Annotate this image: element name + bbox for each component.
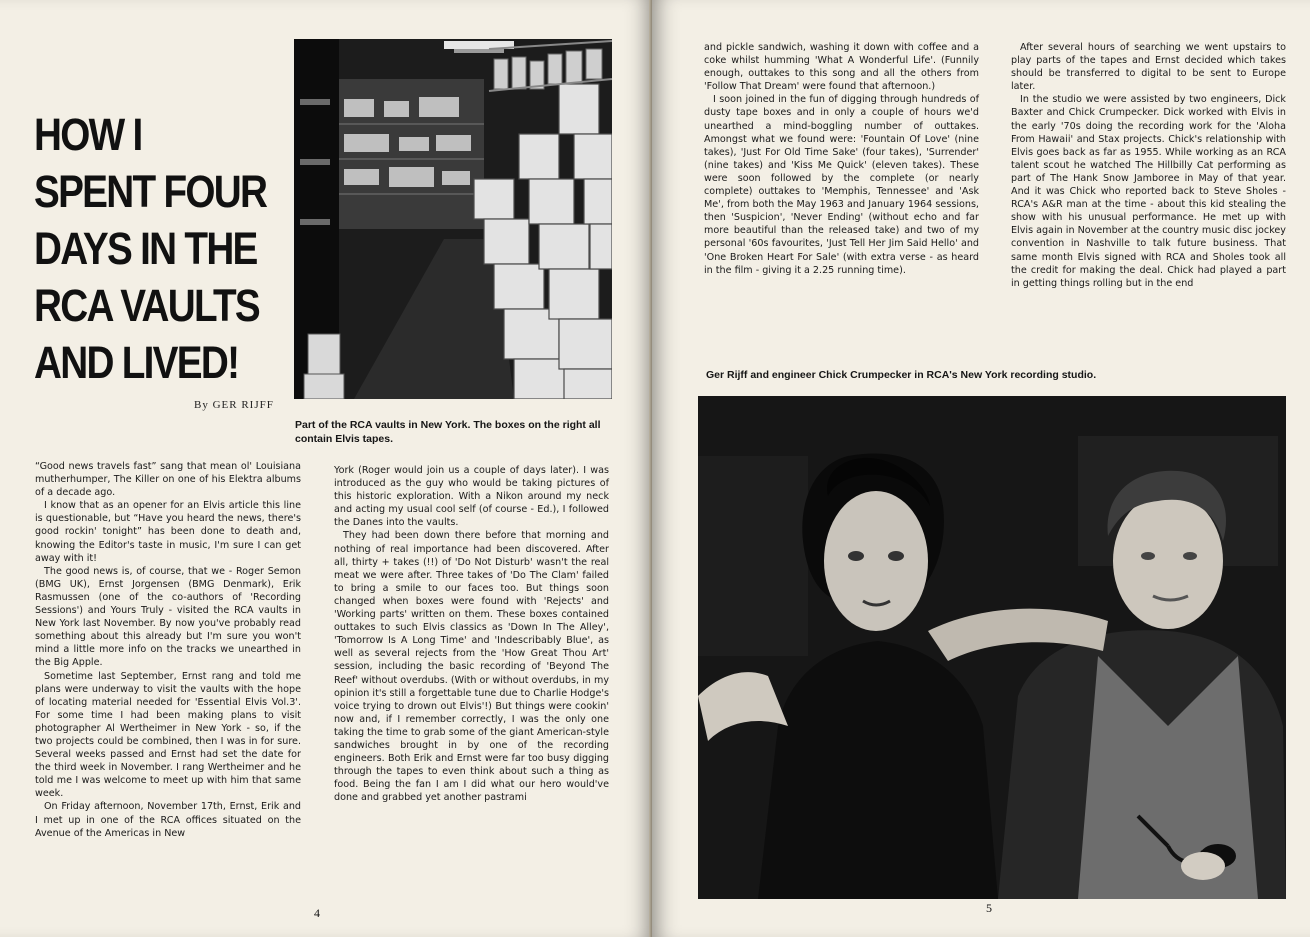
headline-line-3: DAYS IN THE — [34, 223, 257, 274]
left-page-column-2 — [334, 464, 609, 804]
right-page-column-2 — [1011, 41, 1286, 290]
headline-line-4: RCA VAULTS — [34, 280, 260, 331]
headline-line-2: SPENT FOUR — [34, 166, 267, 217]
paragraph: I know that as an opener for an Elvis article this line is questionable, but “Have you heard the news, there's good rockin' tonight” has been done to death and, knowing the Editor's taste in music, I'm sure I can get away with it! — [35, 500, 301, 564]
page-number-left: 4 — [314, 906, 320, 920]
paragraph: They had been down there before that morning and nothing of real importance had been discovered. After all, thirty + takes (!!) of 'Do Not Disturb' wasn't the real meat we were after. Three takes of 'Do The Clam' failed to bring a smile to our faces too. But things soon changed when boxes were found with 'Rejects' and 'Working parts' written on them. These boxes contained outtakes to such Elvis classics as 'Down In The Alley', 'Tomorrow Is A Long Time' and 'Indescribably Blue', as well as several rejects from the 'How Great Thou Art' session, including the basic recording of 'Beyond The Reef' without overdubs. (With or without overdubs, in my opinion it's still a forgettable tune due to Charlie Hodge's voice trying to drown out Elvis'!) But things were cookin' now and, if I remember correctly, I was the only one taking the time to grab some of the giant American-style sandwiches brought in by one of the recording engineers. Both Erik and Ernst were far too busy digging through the tapes to even think about such a thing as food. Being the fan I am I did what our hero would've done and grabbed yet another pastrami — [334, 530, 609, 804]
page-right — [652, 0, 1310, 937]
paragraph: I soon joined in the fun of digging through hundreds of dusty tape boxes and in only a couple of hours we'd unearthed a mind-boggling number of outtakes. Amongst what we found were: 'Fountain Of Love' (nine takes), 'Just For Old Time Sake' (four takes), 'Surrender' (nine takes) and 'Kiss Me Quick' (eleven takes). These were soon followed by the complete (or nearly complete) outtakes to 'Memphis, Tennessee' and 'Ask Me', from both the May 1963 and January 1964 sessions, then 'Suspicion', 'Never Ending' (without echo and far more beautiful than the released take) and two of my personal '60s favourites, 'Just Tell Her Jim Said Hello' and 'One Broken Heart For Sale' (with extra verse - as heard in the film - giving it a 2.25 running time). — [704, 94, 979, 276]
page-number-right: 5 — [986, 901, 992, 915]
paragraph: York (Roger would join us a couple of days later). I was introduced as the guy who would be taking pictures of this historic exploration. With a Nikon around my neck and acting my usual cool self (of course - Ed.), I followed the Danes into the vaults. — [334, 465, 609, 529]
studio-photo-illustration — [698, 396, 1286, 899]
paragraph: On Friday afternoon, November 17th, Ernst, Erik and I met up in one of the RCA offices situated on the Avenue of the Americas in New — [35, 801, 301, 839]
paragraph: After several hours of searching we went upstairs to play parts of the tapes and Ernst decided which takes should be transferred to digital to be sent to Europe later. — [1011, 42, 1286, 93]
paragraph: “Good news travels fast” sang that mean ol' Louisiana mutherhumper, The Killer on one of his Elektra albums of a decade ago. — [35, 461, 301, 499]
left-page-column-1 — [35, 460, 301, 840]
studio-photo — [698, 396, 1286, 899]
paragraph: In the studio we were assisted by two engineers, Dick Baxter and Chick Crumpecker. Dick worked with Elvis in the early '70s doing the recording work for the 'Aloha From Hawaii' and Stax projects. Chick's relationship with Elvis goes back as far as 1955. While working as an RCA talent scout he watched The Hillbilly Cat performing as part of The Hank Snow Jamboree in May of that year. And it was Chick who reported back to Steve Sholes - RCA's A&R man at the time - about this kid stealing the show with his unusual performance. He met up with Elvis again in November at the country music disc jockey convention in Nashville to talk future business. That same month Elvis signed with RCA and Sholes took all the credit for making the deal. Chick had played a part in getting things rolling but in the end — [1011, 94, 1286, 289]
paragraph: The good news is, of course, that we - Roger Semon (BMG UK), Ernst Jorgensen (BMG Denmark), Erik Rasmussen (one of the co-authors of 'Recording Sessions') and Yours Truly - visited the RCA vaults in New York last November. By now you've probably read something about this already but I'm sure you won't mind a little more info on the tracks we unearthed in the Big Apple. — [35, 565, 301, 669]
paragraph: Sometime last September, Ernst rang and told me plans were underway to visit the vaults with the hope of locating material needed for 'Essential Elvis Vol.3'. For some time I had been making plans to visit photographer Al Wertheimer in New York - so, if the two projects could be combined, then I was in for sure. Several weeks passed and Ernst had set the date for the third week in November. I rang Wertheimer and he told me I was welcome to meet up with him that same week. — [35, 670, 301, 800]
headline-line-1: HOW I — [34, 109, 142, 160]
byline: By GER RIJFF — [194, 399, 274, 411]
vault-photo — [294, 39, 612, 399]
vault-photo-illustration — [294, 39, 612, 399]
studio-photo-caption: Ger Rijff and engineer Chick Crumpecker in RCA's New York recording studio. — [706, 369, 1097, 381]
vault-photo-caption: Part of the RCA vaults in New York. The boxes on the right all contain Elvis tapes. — [295, 419, 601, 445]
article-headline — [34, 106, 267, 391]
headline-line-5: AND LIVED! — [34, 337, 239, 388]
paragraph: and pickle sandwich, washing it down with coffee and a coke whilst humming 'What A Wonderful Life'. (Funnily enough, outtakes to this song and all the others from 'Follow That Dream' were found that afternoon.) — [704, 42, 979, 93]
right-page-column-1 — [704, 41, 979, 277]
page-left — [0, 0, 652, 937]
